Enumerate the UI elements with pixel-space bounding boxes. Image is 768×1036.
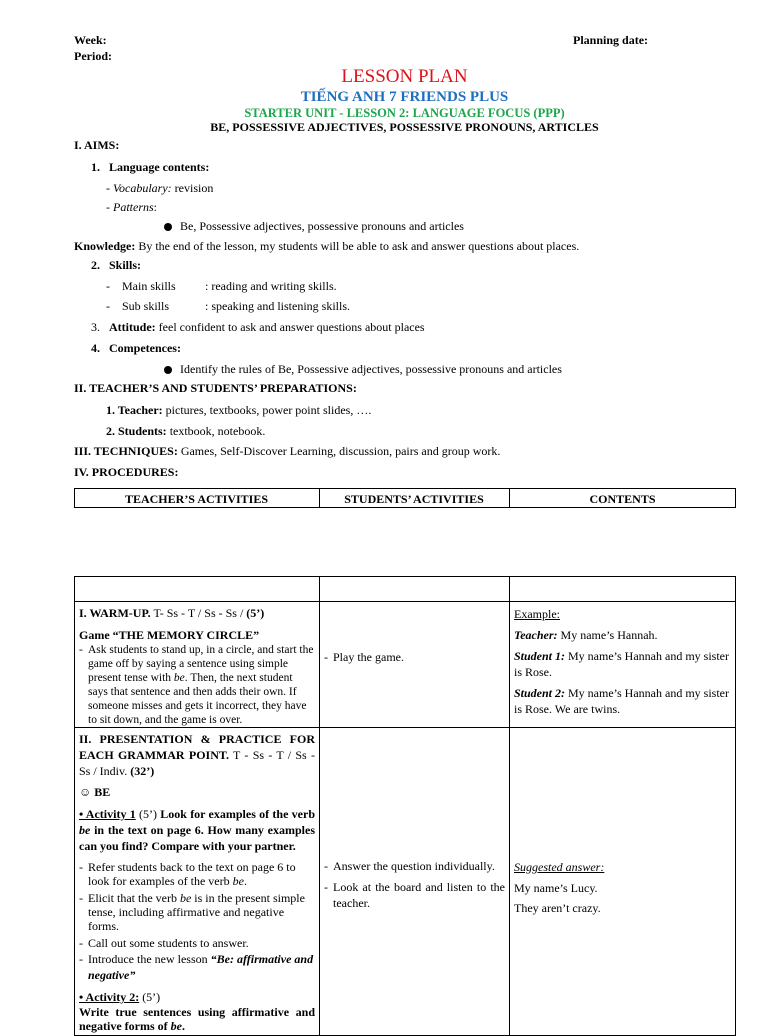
warmup-student-cell: [324, 649, 505, 665]
period-label: Period:: [74, 49, 112, 63]
main-skills-value: : reading and writing skills.: [205, 279, 337, 293]
presentation-heading: II. PRESENTATION & PRACTICE FOR EACH GRAMMAR POINT. T - Ss - T / Ss - Ss / Indiv. (32’): [79, 732, 315, 778]
warmup-student-item: - Play the game.: [324, 649, 505, 665]
warmup-teacher-cell: I. WARM-UP. T- Ss - T / Ss - Ss / (5’) Game “THE MEMORY CIRCLE” - Ask students to stand up, in a circle, and start the game off by saying a sentence using simple present tense with be. Then, the next student says that sentence and then adds their own. If someone misses and gets it incorrect, they have to sit down, and the game is over.: [79, 605, 315, 727]
col-header-contents: CONTENTS: [589, 492, 656, 506]
be-label: ☺ BE: [79, 785, 111, 799]
vocabulary-line: - Vocabulary: revision: [106, 181, 214, 195]
aims-heading: I. AIMS:: [74, 138, 120, 152]
activity1-teacher-item-1: - Refer students back to the text on page 6 to look for examples of the verb be.: [79, 860, 315, 888]
unit-title: STARTER UNIT - LESSON 2: LANGUAGE FOCUS (PPP): [244, 106, 565, 120]
answer-1: My name’s Lucy.: [514, 881, 598, 895]
procedures-heading: IV. PROCEDURES:: [74, 465, 179, 479]
activity2-heading: • Activity 2: (5’): [79, 990, 161, 1004]
competence-item: Identify the rules of Be, Possessive adjectives, possessive pronouns and articles: [164, 362, 562, 377]
week-label: Week:: [74, 33, 107, 47]
activity1-student-item-2: - Look at the board and listen to the teacher.: [324, 879, 505, 911]
student1-example: Student 1: My name’s Hannah and my sister is Rose.: [514, 649, 729, 679]
warmup-teacher-item: - Ask students to stand up, in a circle, and start the game off by saying a sentence using simple present tense with be. Then, the next student says that sentence and then adds their own. If someone misses and gets it incorrect, they have to sit down, and the game is over.: [79, 643, 315, 727]
warmup-contents-cell: [514, 606, 732, 717]
topic-title: BE, POSSESSIVE ADJECTIVES, POSSESSIVE PRONOUNS, ARTICLES: [210, 120, 599, 134]
skills-heading: 2. Skills:: [91, 258, 142, 272]
activity1-teacher-item-3: - Call out some students to answer.: [79, 936, 315, 950]
sub-skills-value: : speaking and listening skills.: [205, 299, 350, 313]
activity2-text: Write true sentences using affirmative and negative forms of be.: [79, 1005, 315, 1033]
pattern-item: Be, Possessive adjectives, possessive pronouns and articles: [164, 219, 464, 234]
example-label: Example:: [514, 607, 560, 621]
students-prep-line: 2. Students: textbook, notebook.: [106, 424, 266, 438]
competences-heading: 4. Competences:: [91, 341, 181, 355]
planning-date-label: Planning date:: [573, 33, 649, 47]
warmup-game-title: Game “THE MEMORY CIRCLE”: [79, 628, 260, 642]
techniques-line: III. TECHNIQUES: Games, Self-Discover Learning, discussion, pairs and group work.: [74, 444, 501, 458]
presentation-contents-cell: [514, 859, 732, 916]
teacher-example: Teacher: My name’s Hannah.: [514, 628, 658, 642]
col-header-students: STUDENTS’ ACTIVITIES: [344, 492, 484, 506]
activity1-teacher-item-4: - Introduce the new lesson “Be: affirmative and negative”: [79, 951, 315, 983]
presentation-student-cell: [324, 858, 505, 911]
patterns-line: - Patterns:: [106, 200, 158, 214]
presentation-teacher-cell: [79, 731, 315, 1033]
activity1-heading: • Activity 1 (5’) Look for examples of the verb be in the text on page 6. How many examples can you find? Compare with your partner.: [79, 807, 316, 853]
main-skills-line: - Main skills: [106, 279, 176, 293]
language-contents-heading: 1. Language contents:: [91, 160, 210, 174]
sub-skills-line: - Sub skills: [106, 299, 170, 313]
subject-title: TIẾNG ANH 7 FRIENDS PLUS: [300, 89, 509, 105]
suggested-answer-label: Suggested answer:: [514, 860, 605, 874]
activity1-teacher-item-2: - Elicit that the verb be is in the present simple tense, including affirmative and negative forms.: [79, 891, 315, 933]
student2-example: Student 2: My name’s Hannah and my sister is Rose. We are twins.: [514, 686, 729, 716]
lesson-plan-title: LESSON PLAN: [341, 66, 468, 87]
attitude-line: 3. Attitude: feel confident to ask and answer questions about places: [91, 320, 425, 334]
preparations-heading: II. TEACHER’S AND STUDENTS’ PREPARATIONS:: [74, 381, 357, 395]
col-header-teacher: TEACHER’S ACTIVITIES: [124, 492, 269, 506]
activity1-student-item-1: - Answer the question individually.: [324, 858, 505, 874]
answer-2: They aren’t crazy.: [514, 901, 601, 915]
teacher-prep-line: 1. Teacher: pictures, textbooks, power point slides, ….: [106, 403, 372, 417]
bullet-icon: [164, 366, 172, 374]
bullet-icon: [164, 223, 172, 231]
knowledge-line: Knowledge: By the end of the lesson, my students will be able to ask and answer questions about places.: [74, 239, 580, 253]
